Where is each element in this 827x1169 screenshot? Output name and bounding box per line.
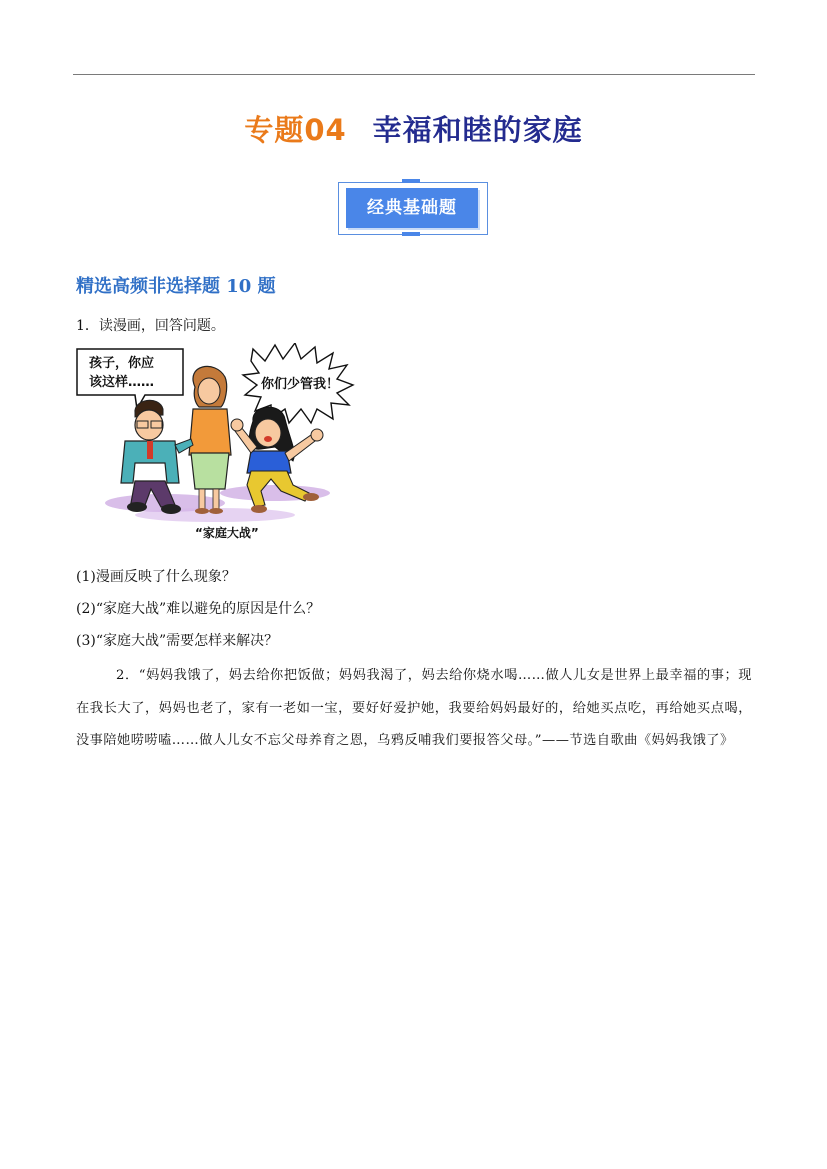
cartoon-caption: “家庭大战” [195,526,259,540]
page-title [0,108,827,149]
title-number: 专题04 [244,113,347,147]
parent-speech-bubble [77,349,183,409]
family-conflict-cartoon [75,343,365,543]
sub-question-1: (1)漫画反映了什么现象？ [76,569,236,585]
sub-question-3: (3)“家庭大战”需要怎样来解决？ [76,633,279,649]
bubble-parent-line2: 该这样…… [89,375,155,390]
header-rule [73,74,755,75]
bubble-parent-line1: 孩子，你应 [89,356,155,371]
badge-tick-top [402,179,420,183]
badge [338,182,490,237]
sub-question-2: (2)“家庭大战”难以避免的原因是什么？ [76,601,321,617]
question-2-text: 2．“妈妈我饿了，妈去给你把饭做；妈妈我渴了，妈去给你烧水喝……做人儿女是世界上最幸福的事；现在我长大了，妈妈也老了，家有一老如一宝，要好好爱护她，我要给妈妈最好的，给她买点吃，再给她买点喝，没事陪她唠唠嗑……做人儿女不忘父母养育之恩，乌鸦反哺我们要报答父母。”——节选自歌曲《妈妈我饿了》 [76,668,752,748]
question-1-prompt: 1．读漫画，回答问题。 [76,318,225,334]
section-heading: 精选高频非选择题 10 题 [76,276,276,297]
badge-label: 经典基础题 [346,188,478,228]
badge-tick-bottom [402,232,420,236]
bubble-child: 你们少管我！ [261,377,340,392]
title-text: 幸福和睦的家庭 [372,113,583,147]
